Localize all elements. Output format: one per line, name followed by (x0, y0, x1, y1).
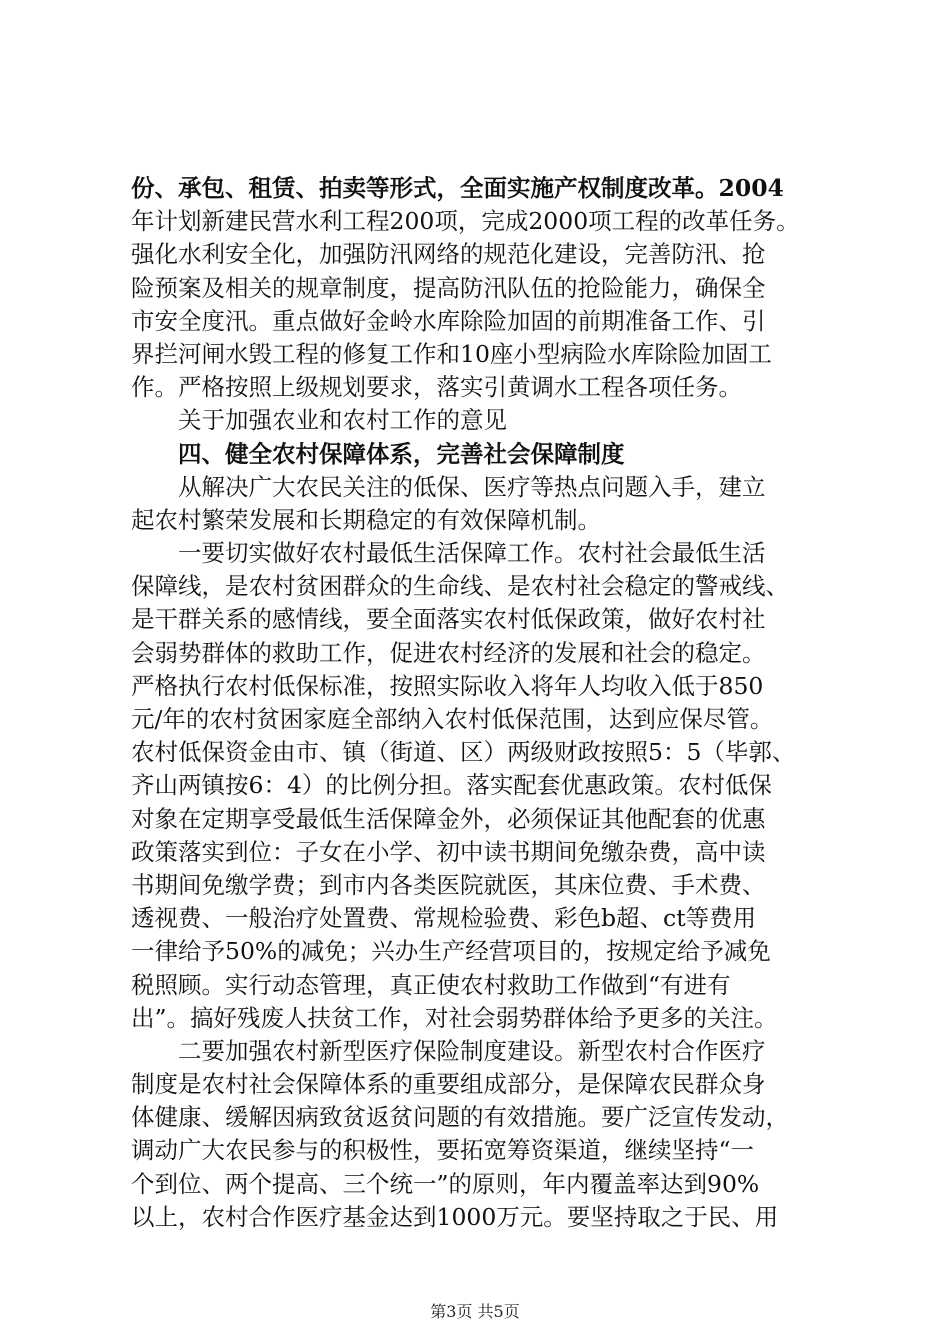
text-line: 透视费、一般治疗处置费、常规检验费、彩色b超、ct等费用 (131, 904, 757, 933)
text-line: 齐山两镇按6：4）的比例分担。落实配套优惠政策。农村低保 (131, 771, 772, 800)
text-line: 险预案及相关的规章制度，提高防汛队伍的抢险能力，确保全 (131, 273, 766, 302)
text-line: 强化水利安全化，加强防汛网络的规范化建设，完善防汛、抢 (131, 240, 766, 269)
text-line: 个到位、两个提高、三个统一”的原则，年内覆盖率达到90% (131, 1169, 760, 1198)
text-line: 农村低保资金由市、镇（街道、区）两级财政按照5：5（毕郭、 (131, 738, 796, 767)
text-line: 政策落实到位：子女在小学、初中读书期间免缴杂费，高中读 (131, 837, 766, 866)
text-line: 年计划新建民营水利工程200项，完成2000项工程的改革任务。 (131, 207, 800, 236)
text-line: 税照顾。实行动态管理，真正使农村救助工作做到“有进有 (131, 970, 731, 999)
text-line: 元/年的农村贫困家庭全部纳入农村低保范围，达到应保尽管。 (131, 705, 774, 733)
section-heading: 四、健全农村保障体系，完善社会保障制度 (178, 439, 625, 468)
document-body (131, 172, 831, 1234)
text-line: 界拦河闸水毁工程的修复工作和10座小型病险水库除险加固工 (131, 339, 772, 368)
text-line: 制度是农村社会保障体系的重要组成部分，是保障农民群众身 (131, 1070, 766, 1099)
page-footer: 第3页 共5页 (430, 1302, 520, 1321)
text-line: 市安全度汛。重点做好金岭水库除险加固的前期准备工作、引 (131, 306, 766, 335)
text-line: 从解决广大农民关注的低保、医疗等热点问题入手，建立 (178, 472, 766, 501)
text-line: 调动广大农民参与的积极性，要拓宽筹资渠道，继续坚持“一 (131, 1136, 755, 1165)
text-line: 份、承包、租赁、拍卖等形式，全面实施产权制度改革。2004 (131, 174, 784, 202)
text-line: 作。严格按照上级规划要求，落实引黄调水工程各项任务。 (131, 373, 742, 402)
text-line: 体健康、缓解因病致贫返贫问题的有效措施。要广泛宣传发动， (131, 1103, 789, 1132)
text-line: 一要切实做好农村最低生活保障工作。农村社会最低生活 (178, 539, 766, 568)
text-line: 书期间免缴学费；到市内各类医院就医，其床位费、手术费、 (131, 870, 766, 899)
text-line: 出”。搞好残废人扶贫工作，对社会弱势群体给予更多的关注。 (131, 1003, 778, 1032)
text-line: 以上，农村合作医疗基金达到1000万元。要坚持取之于民、用 (131, 1202, 779, 1231)
text-line: 对象在定期享受最低生活保障金外，必须保证其他配套的优惠 (131, 804, 766, 833)
text-line: 严格执行农村低保标准，按照实际收入将年人均收入低于850 (131, 671, 764, 700)
text-line: 一律给予50%的减免；兴办生产经营项目的，按规定给予减免 (131, 937, 771, 966)
text-line: 保障线，是农村贫困群众的生命线、是农村社会稳定的警戒线、 (131, 572, 789, 601)
text-line: 是干群关系的感情线，要全面落实农村低保政策，做好农村社 (131, 605, 766, 634)
text-line: 会弱势群体的救助工作，促进农村经济的发展和社会的稳定。 (131, 638, 766, 667)
text-line: 起农村繁荣发展和长期稳定的有效保障机制。 (131, 505, 601, 534)
text-line: 二要加强农村新型医疗保险制度建设。新型农村合作医疗 (178, 1036, 766, 1065)
inserted-title-line: 关于加强农业和农村工作的意见 (178, 406, 507, 435)
